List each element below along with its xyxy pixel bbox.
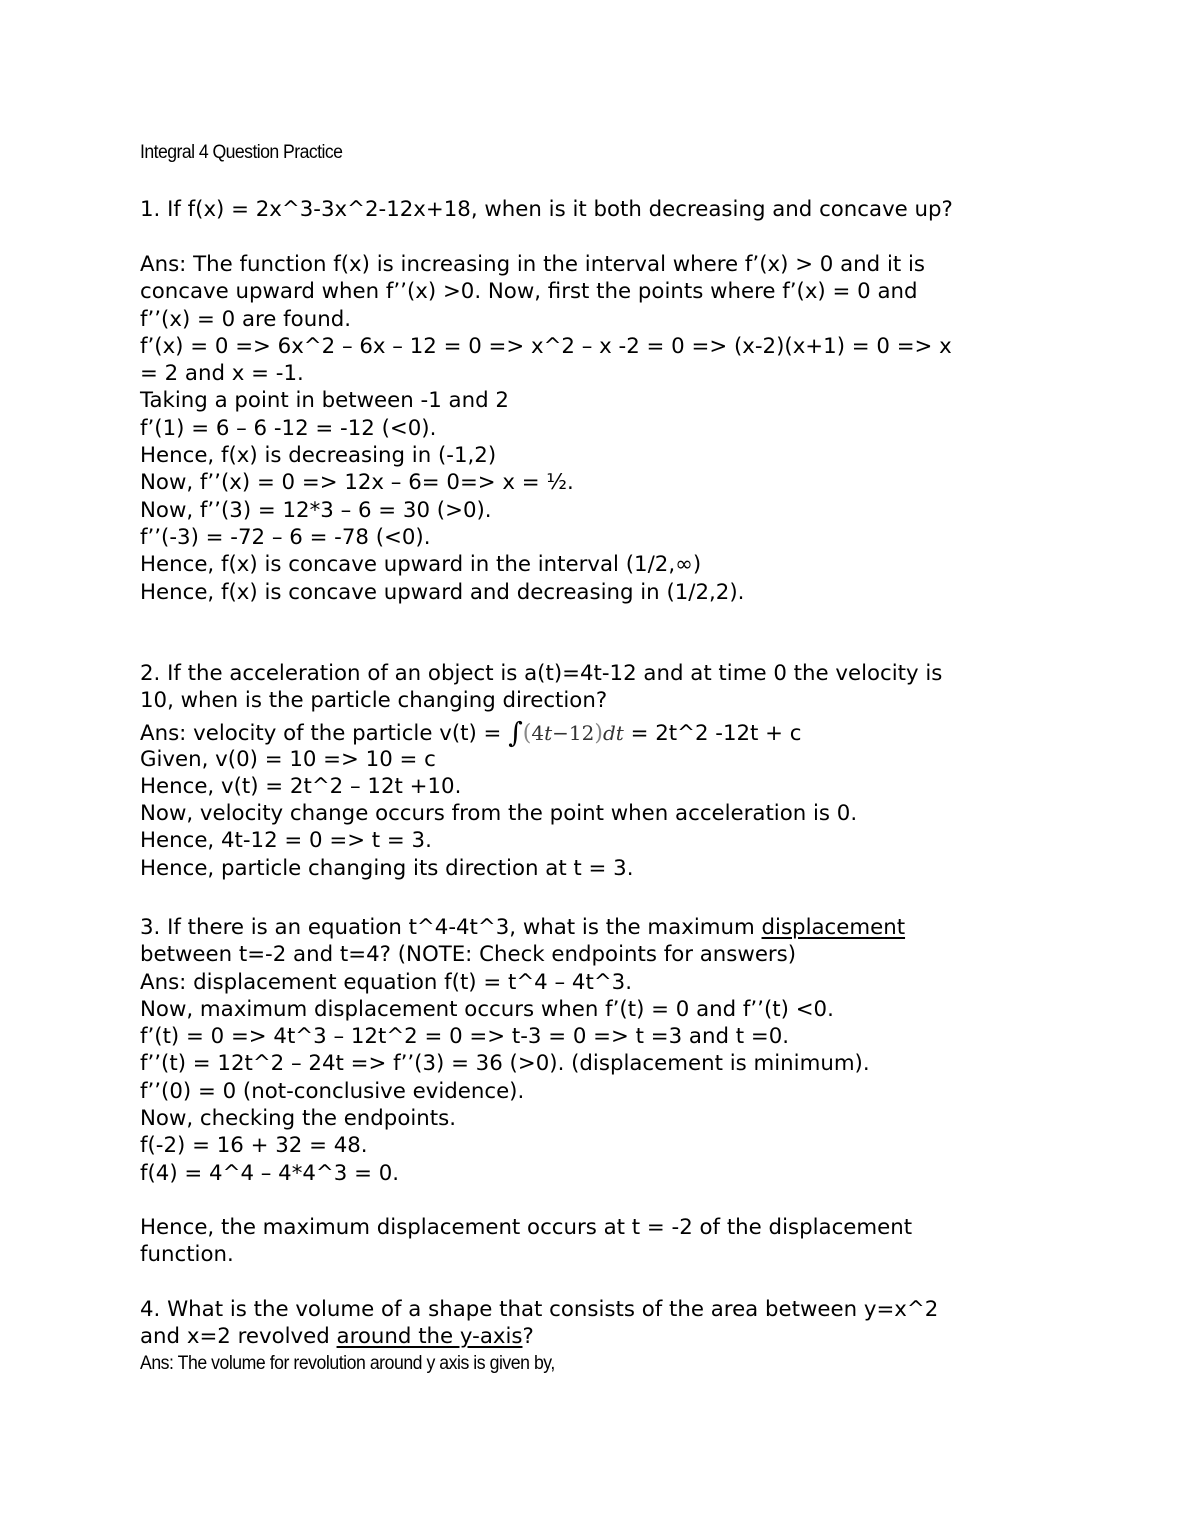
answer-3-line: f’’(t) = 12t^2 – 24t => f’’(3) = 36 (>0). (displacement is minimum). [140,1051,870,1077]
answer-3-line: f(-2) = 16 + 32 = 48. [140,1133,368,1159]
answer-2-line: Hence, v(t) = 2t^2 – 12t +10. [140,773,462,799]
answer-2-line: Given, v(0) = 10 => 10 = c [140,746,436,772]
answer-1-line: Hence, f(x) is concave upward in the interval (1/2,∞) [140,552,702,578]
answer-1-line: f’(1) = 6 – 6 -12 = -12 (<0). [140,415,437,441]
question-2 [140,660,1040,882]
question-3 [140,914,1040,1187]
answer-1-line: f’’(-3) = -72 – 6 = -78 (<0). [140,524,431,550]
answer-3-conclusion [140,1214,1040,1269]
answer-3-line: f’(t) = 0 => 4t^3 – 12t^2 = 0 => t-3 = 0 => t =3 and t =0. [140,1024,790,1050]
question-2-line: 10, when is the particle changing direction? [140,688,608,714]
underlined-term: around the y-axis [336,1324,523,1350]
question-1 [140,196,1040,223]
answer-2-line: Hence, particle changing its direction at t = 3. [140,855,634,881]
answer-2-line: Now, velocity change occurs from the point when acceleration is 0. [140,801,858,827]
conclusion-line: function. [140,1242,234,1268]
integral-symbol: ∫ [508,715,523,749]
question-3-line: 3. If there is an equation t^4-4t^3, what is the maximum displacement [140,915,906,940]
answer-1-line: Ans: The function f(x) is increasing in the interval where f’(x) > 0 and it is [140,252,926,277]
answer-2-prefix: Ans: velocity of the particle v(t) = [140,720,509,746]
answer-1 [140,251,1040,606]
conclusion-line: Hence, the maximum displacement occurs at t = -2 of the displacement [140,1215,913,1240]
document-title: Integral 4 Question Practice [140,142,343,163]
question-2-line: 2. If the acceleration of an object is a(t)=4t-12 and at time 0 the velocity is [140,661,943,686]
answer-4: Ans: The volume for revolution around y axis is given by, [140,1353,555,1374]
answer-3-line: f’’(0) = 0 (not-conclusive evidence). [140,1078,525,1104]
answer-2-line: Hence, 4t-12 = 0 => t = 3. [140,828,432,854]
answer-2-integral-line [140,715,1040,749]
answer-1-line: Now, f’’(x) = 0 => 12x – 6= 0=> x = ½. [140,470,574,496]
answer-1-line: Now, f’’(3) = 12*3 – 6 = 30 (>0). [140,497,492,523]
question-4-line: 4. What is the volume of a shape that consists of the area between y=x^2 [140,1297,939,1322]
answer-1-line: f’(x) = 0 => 6x^2 – 6x – 12 = 0 => x^2 – x -2 = 0 => (x-2)(x+1) = 0 => x [140,333,952,359]
answer-3-line: Ans: displacement equation f(t) = t^4 – 4t^3. [140,969,632,995]
underlined-term: displacement [761,915,906,940]
answer-1-line: concave upward when f’’(x) >0. Now, first the points where f’(x) = 0 and [140,279,918,305]
answer-1-line: Hence, f(x) is concave upward and decreasing in (1/2,2). [140,579,745,605]
answer-1-line: Taking a point in between -1 and 2 [140,388,509,414]
answer-3-line: Now, checking the endpoints. [140,1106,456,1132]
question-4 [140,1296,1040,1351]
answer-1-line: = 2 and x = -1. [140,361,304,387]
question-4-line: and x=2 revolved around the y-axis? [140,1324,534,1350]
answer-3-line: Now, maximum displacement occurs when f’(t) = 0 and f’’(t) <0. [140,996,834,1022]
question-3-line: between t=-2 and t=4? (NOTE: Check endpoints for answers) [140,942,797,968]
integral-expression: (4t−12)dt [522,720,624,746]
answer-3-line: f(4) = 4^4 – 4*4^3 = 0. [140,1160,400,1186]
answer-2-suffix: = 2t^2 -12t + c [623,720,802,746]
question-1-text: 1. If f(x) = 2x^3-3x^2-12x+18, when is it both decreasing and concave up? [140,197,953,222]
answer-1-line: f’’(x) = 0 are found. [140,306,351,332]
answer-1-line: Hence, f(x) is decreasing in (-1,2) [140,443,497,469]
